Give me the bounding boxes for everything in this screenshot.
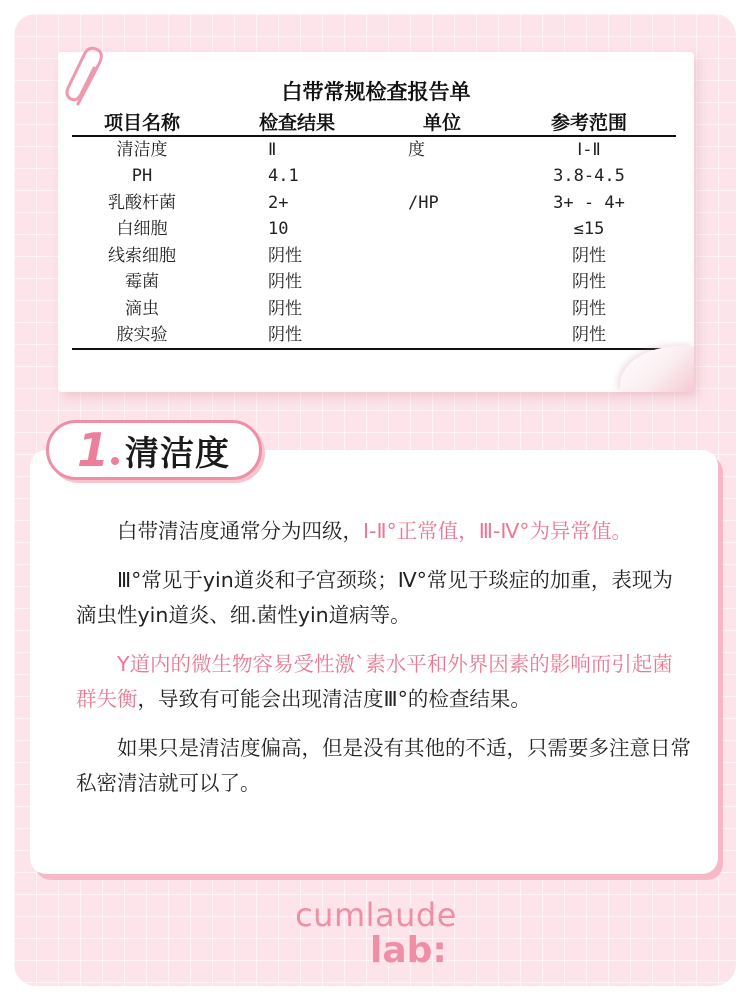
cell-reference: 3+ - 4+ <box>553 192 625 213</box>
body-text: 如果只是清洁度偏高，但是没有其他的不适，只需要多注意日常私密清洁就可以了。 <box>76 736 691 795</box>
body-text: Ⅲ°常见于yin道炎和子宫颈琰；Ⅳ°常见于琰症的加重，表现为滴虫性yin道炎、细.菌性yin道病等。 <box>76 568 673 627</box>
cell-reference: 阴性 <box>502 322 676 349</box>
header-unit: 单位 <box>382 108 502 136</box>
header-reference: 参考范围 <box>502 108 676 136</box>
cell-item-name: 线索细胞 <box>108 245 176 266</box>
cell-item-name: PH <box>131 166 153 187</box>
cell-unit <box>382 296 502 323</box>
report-paper <box>58 52 694 392</box>
table-row <box>72 163 676 190</box>
cell-unit <box>382 163 502 190</box>
cell-result: 阴性 <box>268 272 302 293</box>
table-row <box>72 136 676 163</box>
report-table <box>72 108 676 350</box>
body-text: ，导致有可能会出现清洁度Ⅲ°的检查结果。 <box>137 687 531 711</box>
cell-unit <box>382 269 502 296</box>
table-row <box>72 269 676 296</box>
content-card <box>30 450 718 874</box>
cell-item-name: 霉菌 <box>125 272 159 293</box>
header-result: 检查结果 <box>212 108 382 136</box>
highlighted-text: Ⅰ-Ⅱ°正常值，Ⅲ-Ⅳ°为异常值。 <box>363 519 632 543</box>
cell-item-name: 胺实验 <box>72 322 212 349</box>
report-title: 白带常规检查报告单 <box>281 80 471 104</box>
cell-unit <box>382 243 502 270</box>
cell-reference: 阴性 <box>572 298 606 319</box>
table-row <box>72 296 676 323</box>
cell-item-name: 乳酸杆菌 <box>108 192 176 213</box>
cell-unit: 度 <box>408 140 425 160</box>
cell-unit <box>382 322 502 349</box>
paragraph <box>76 731 692 801</box>
card-body <box>76 514 692 815</box>
cell-item-name: 滴虫 <box>125 298 159 319</box>
report-header-row <box>72 108 676 136</box>
cell-unit <box>382 216 502 243</box>
cell-result: Ⅱ <box>268 140 277 160</box>
section-label <box>46 420 262 480</box>
section-title: 清洁度 <box>125 433 231 474</box>
table-row <box>72 216 676 243</box>
cell-reference: ≤15 <box>573 219 605 240</box>
cell-item-name: 白细胞 <box>116 219 168 240</box>
highlighted-text: Y道内的微生物容易受性激`素水平和外界因素的影响而引起菌群失衡 <box>76 652 673 711</box>
header-item-name: 项目名称 <box>72 108 212 136</box>
brand-logo-line1: cumlaude <box>295 896 457 934</box>
cell-reference: Ⅰ-Ⅱ <box>577 140 601 160</box>
cell-result: 4.1 <box>268 166 299 187</box>
body-text: 白带清洁度通常分为四级， <box>117 519 363 543</box>
cell-result: 阴性 <box>212 322 382 349</box>
paragraph <box>76 647 692 717</box>
cell-item-name: 清洁度 <box>116 140 168 160</box>
section-dot <box>111 457 119 465</box>
paragraph <box>76 514 692 549</box>
table-row <box>72 322 676 349</box>
table-row <box>72 243 676 270</box>
section-number: 1 <box>77 423 110 477</box>
paragraph <box>76 563 692 633</box>
cell-reference: 阴性 <box>572 272 606 293</box>
cell-result: 10 <box>268 219 289 240</box>
cell-result: 阴性 <box>268 245 302 266</box>
table-row <box>72 190 676 217</box>
cell-reference: 3.8-4.5 <box>553 166 625 187</box>
cell-result: 阴性 <box>268 298 302 319</box>
cell-unit: /HP <box>408 192 439 213</box>
cell-result: 2+ <box>268 192 289 213</box>
paper-curl <box>620 346 694 392</box>
paperclip-icon <box>64 46 108 110</box>
cell-reference: 阴性 <box>572 245 606 266</box>
brand-logo-line2: lab: <box>370 930 447 971</box>
